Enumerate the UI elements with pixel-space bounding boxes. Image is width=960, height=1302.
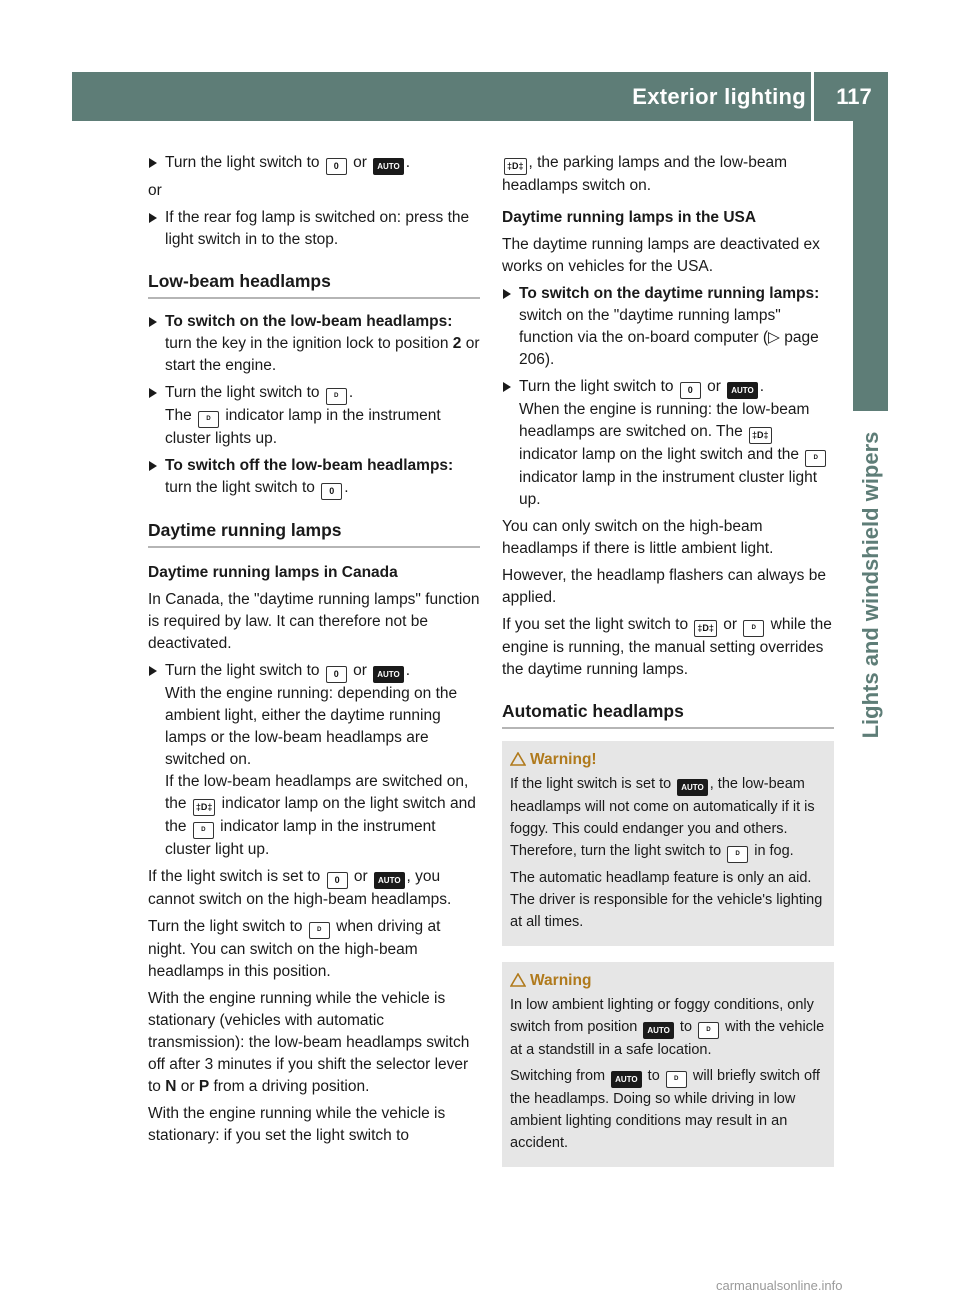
lowbeam-icon: ᴰ	[193, 822, 214, 839]
page-ref-arrow-icon: ▷	[768, 329, 780, 346]
warning-triangle-icon	[510, 973, 526, 987]
switch-0-icon: 0	[321, 483, 342, 500]
page-header	[72, 72, 888, 121]
lowbeam-icon: ᴰ	[666, 1071, 687, 1088]
page-number: 117	[836, 84, 872, 109]
section-title: Exterior lighting	[632, 84, 806, 109]
left-column	[148, 152, 480, 1152]
lowbeam-icon: ᴰ	[727, 846, 748, 863]
auto-icon: AUTO	[373, 666, 404, 683]
warning-text: The automatic headlamp feature is only an aid. The driver is responsible for the vehicle's lighting at all times.	[510, 870, 823, 930]
warning-text: If the light switch is set to AUTO , the low-beam headlamps will not come on automatically if it is foggy. This could endanger you and others. Therefore, turn the light switch to ᴰ in fog.	[510, 773, 826, 863]
switch-0-icon: 0	[680, 382, 701, 399]
step-item: Turn the light switch to 0 or AUTO .	[148, 152, 480, 175]
warning-title: Warning!	[510, 749, 826, 771]
paragraph: If the light switch is set to 0 or AUTO , you cannot switch on the high-beam headlamps.	[148, 868, 452, 908]
paragraph: With the engine running while the vehicle is stationary (vehicles with automatic transmission): the low-beam headlamps switch off after 3 minutes if you shift the selector lever to N or P from a driving position.	[148, 990, 470, 1095]
parking-light-icon: ‡D‡	[504, 158, 527, 175]
step-item: To switch off the low-beam headlamps: turn the light switch to 0 .	[148, 455, 480, 500]
lowbeam-icon: ᴰ	[309, 922, 330, 939]
auto-icon: AUTO	[677, 779, 708, 796]
auto-icon: AUTO	[374, 872, 405, 889]
chapter-label	[852, 420, 890, 750]
step-item: Turn the light switch to 0 or AUTO . With the engine running: depending on the ambient light, either the daytime running lamps or the low-beam headlamps are switched on. If the low-beam headlamps are switched on, the ‡D‡ indicator lamp on the light switch and the ᴰ indicator lamp in the instrument cluster light up.	[148, 660, 480, 861]
step-item: If the rear fog lamp is switched on: press the light switch in to the stop.	[148, 207, 480, 251]
step-item: To switch on the low-beam headlamps: turn the key in the ignition lock to position 2 or start the engine.	[148, 311, 480, 377]
paragraph: ‡D‡ , the parking lamps and the low-beam headlamps switch on.	[502, 154, 787, 194]
warning-triangle-icon	[510, 752, 526, 766]
auto-icon: AUTO	[611, 1071, 642, 1088]
paragraph: You can only switch on the high-beam headlamps if there is little ambient light.	[502, 518, 774, 557]
heading-automatic-headlamps: Automatic headlamps	[502, 699, 834, 729]
switch-0-icon: 0	[326, 158, 347, 175]
step-item: Turn the light switch to ᴰ . The ᴰ indicator lamp in the instrument cluster lights up.	[148, 382, 480, 450]
lowbeam-icon: ᴰ	[805, 450, 826, 467]
paragraph: In Canada, the "daytime running lamps" function is required by law. It can therefore not be deactivated.	[148, 591, 480, 652]
paragraph: However, the headlamp flashers can always be applied.	[502, 567, 826, 606]
paragraph: If you set the light switch to ‡D‡ or ᴰ while the engine is running, the manual setting overrides the daytime running lamps.	[502, 616, 832, 678]
parking-light-icon: ‡D‡	[749, 427, 772, 444]
parking-light-icon: ‡D‡	[694, 620, 717, 637]
step-item: To switch on the daytime running lamps: switch on the "daytime running lamps" function via the on-board computer (▷ page 206).	[502, 283, 834, 371]
warning-box	[502, 962, 834, 1167]
warning-text: Switching from AUTO to ᴰ will briefly switch off the headlamps. Doing so while driving in low ambient lighting conditions may result in an accident.	[510, 1068, 820, 1151]
switch-0-icon: 0	[327, 872, 348, 889]
switch-0-icon: 0	[326, 666, 347, 683]
warning-box	[502, 741, 834, 946]
lowbeam-icon: ᴰ	[743, 620, 764, 637]
heading-low-beam: Low-beam headlamps	[148, 269, 480, 299]
paragraph: With the engine running while the vehicle is stationary: if you set the light switch to	[148, 1105, 446, 1144]
parking-light-icon: ‡D‡	[193, 799, 216, 816]
step-item: Turn the light switch to 0 or AUTO . When the engine is running: the low-beam headlamps are switched on. The ‡D‡ indicator lamp on the light switch and the ᴰ indicator lamp in the instrument cluster light up.	[502, 376, 834, 511]
lowbeam-icon: ᴰ	[698, 1022, 719, 1039]
warning-title: Warning	[510, 970, 826, 992]
footer-watermark: carmanualsonline.info	[716, 1278, 843, 1293]
header-divider	[811, 72, 814, 121]
chapter-label-text: Lights and windshield wipers	[858, 431, 883, 739]
heading-daytime-running: Daytime running lamps	[148, 518, 480, 548]
auto-icon: AUTO	[373, 158, 404, 175]
subheading-canada: Daytime running lamps in Canada	[148, 564, 398, 581]
auto-icon: AUTO	[643, 1022, 674, 1039]
auto-icon: AUTO	[727, 382, 758, 399]
warning-text: In low ambient lighting or foggy conditions, only switch from position AUTO to ᴰ with the vehicle at a standstill in a safe location.	[510, 997, 825, 1058]
text-or: or	[148, 182, 162, 199]
paragraph: Turn the light switch to ᴰ when driving at night. You can switch on the high-beam headlamps in this position.	[148, 918, 441, 980]
lowbeam-icon: ᴰ	[326, 388, 347, 405]
paragraph: The daytime running lamps are deactivated ex works on vehicles for the USA.	[502, 236, 820, 275]
subheading-usa: Daytime running lamps in the USA	[502, 209, 757, 226]
right-column	[502, 152, 834, 1183]
lowbeam-icon: ᴰ	[198, 411, 219, 428]
chapter-tab	[853, 121, 888, 411]
